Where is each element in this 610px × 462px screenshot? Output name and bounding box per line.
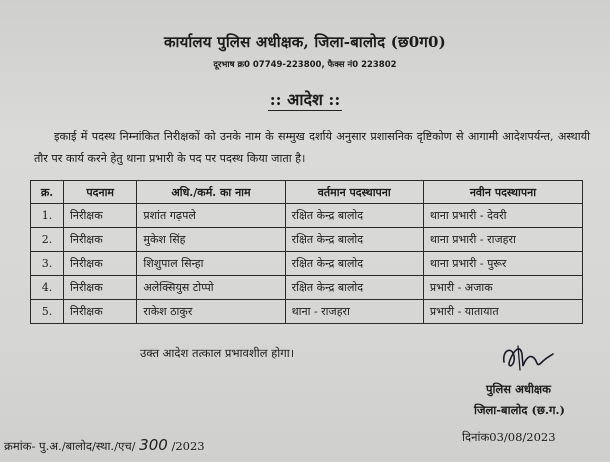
- cell-current-posting: रक्षित केन्द्र बालोद: [285, 252, 423, 276]
- signatory-title: पुलिस अधीक्षक: [486, 382, 551, 396]
- cell-new-posting: थाना प्रभारी - राजहरा: [423, 228, 582, 252]
- header-officer-name: अधि./कर्म. का नाम: [137, 181, 285, 204]
- office-title: कार्यालय पुलिस अधीक्षक, जिला-बालोद (छ0ग0): [164, 33, 446, 51]
- order-heading: [0, 88, 610, 110]
- cell-new-posting: थाना प्रभारी - पुरूर: [423, 252, 582, 276]
- cell-current-posting: रक्षित केन्द्र बालोद: [285, 276, 423, 300]
- reference-number: 300: [139, 436, 168, 454]
- header-designation: पदनाम: [64, 181, 137, 204]
- cell-new-posting: थाना प्रभारी - देवरी: [423, 204, 582, 228]
- cell-new-posting: प्रभारी - यातायात: [423, 300, 582, 324]
- cell-designation: निरीक्षक: [64, 300, 137, 324]
- table-row: [31, 228, 583, 252]
- cell-serial: 3.: [31, 252, 64, 276]
- cell-designation: निरीक्षक: [64, 204, 137, 228]
- closing-statement: उक्त आदेश तत्काल प्रभावशील होगा।: [140, 346, 295, 360]
- order-date: दिनांक03/08/2023: [462, 430, 556, 444]
- reference-prefix: क्रमांक- पु.अ./बालोद/स्था./एच/: [4, 439, 136, 453]
- cell-serial: 2.: [31, 228, 64, 252]
- cell-current-posting: रक्षित केन्द्र बालोद: [285, 204, 423, 228]
- table-row: [31, 252, 583, 276]
- body-paragraph: इकाई में पदस्थ निम्नांकित निरीक्षकों को उनके नाम के सम्मुख दर्शाये अनुसार प्रशासनिक दृष्टिकोण से आगामी आदेशपर्यन्त, अस्थायी तौर पर कार्य करने हेतु थाना प्रभारी के पद पर पदस्थ किया जाता है।: [34, 130, 590, 165]
- table-row: [31, 204, 583, 228]
- header-new-posting: नवीन पदस्थापना: [423, 181, 582, 204]
- posting-table: [30, 180, 583, 324]
- header-serial: क्र.: [31, 181, 64, 204]
- contact-line: दूरभाष क्र0 07749-223800, फैक्स नं0 223802: [213, 60, 397, 70]
- cell-current-posting: थाना - राजहरा: [285, 300, 423, 324]
- cell-designation: निरीक्षक: [64, 276, 137, 300]
- reference-year: /2023: [171, 439, 205, 453]
- cell-designation: निरीक्षक: [64, 252, 137, 276]
- table-header-row: [31, 181, 583, 204]
- cell-officer-name: प्रशांत गढ़पले: [137, 204, 285, 228]
- cell-officer-name: अलेक्सियुस टोप्पो: [137, 276, 285, 300]
- order-heading-text: :: आदेश ::: [269, 90, 341, 109]
- cell-new-posting: प्रभारी - अजाक: [423, 276, 582, 300]
- signature-mark: [496, 340, 556, 376]
- signatory-place: जिला-बालोद (छ.ग.): [474, 403, 565, 417]
- cell-serial: 1.: [31, 204, 64, 228]
- table-row: [31, 276, 583, 300]
- table-row: [31, 300, 583, 324]
- cell-officer-name: शिशुपाल सिन्हा: [137, 252, 285, 276]
- header-current-posting: वर्तमान पदस्थापना: [285, 181, 423, 204]
- cell-current-posting: रक्षित केन्द्र बालोद: [285, 228, 423, 252]
- cell-serial: 5.: [31, 300, 64, 324]
- cell-officer-name: मुकेश सिंह: [137, 228, 285, 252]
- cell-serial: 4.: [31, 276, 64, 300]
- cell-designation: निरीक्षक: [64, 228, 137, 252]
- reference-line: [4, 436, 205, 454]
- cell-officer-name: राकेश ठाकुर: [137, 300, 285, 324]
